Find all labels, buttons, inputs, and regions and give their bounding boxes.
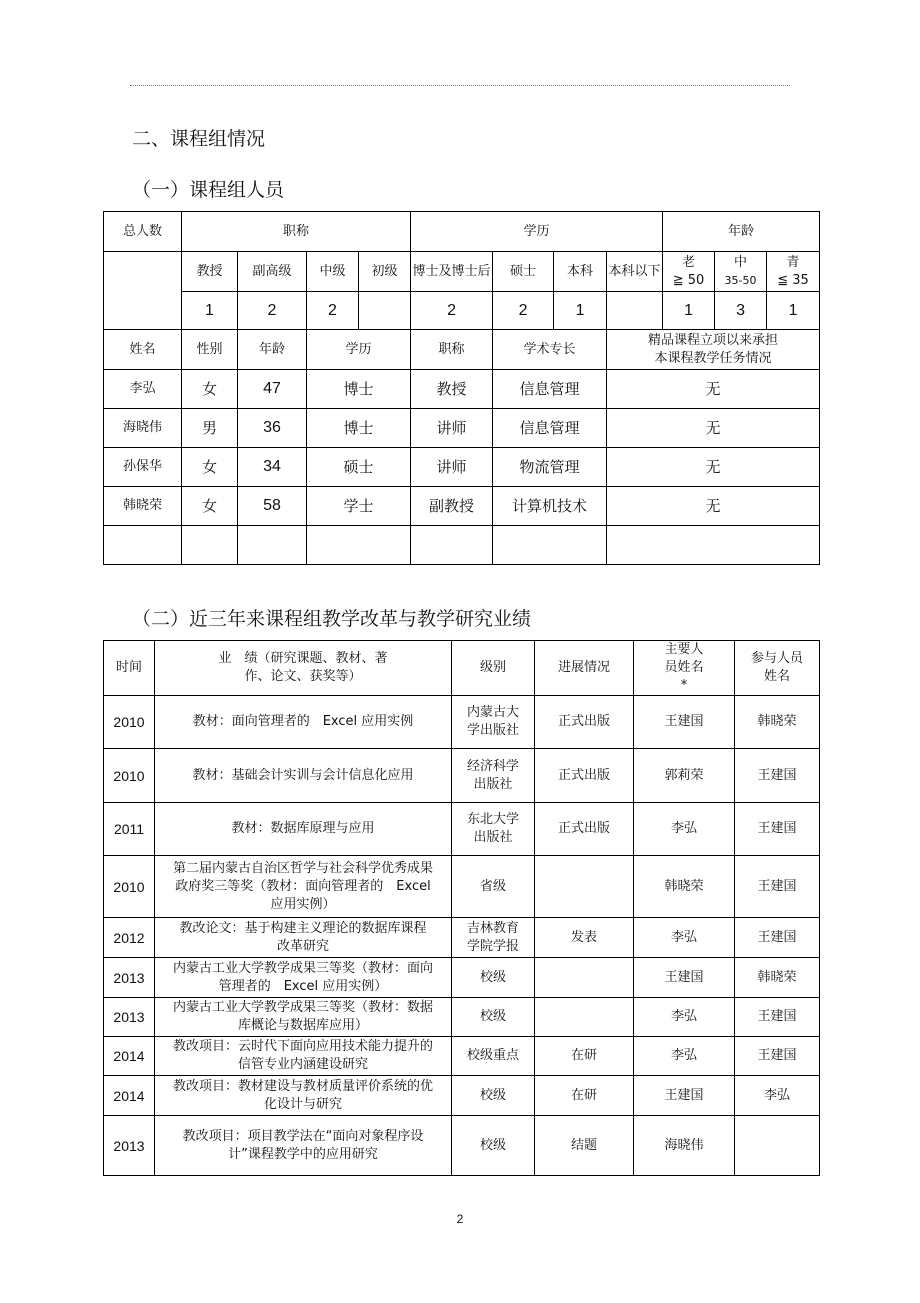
member-row-empty bbox=[104, 526, 820, 565]
achievement-row: 2012 教改论文：基于构建主义理论的数据库课程改革研究 吉林教育学院学报 发表 李弘 王建国 bbox=[104, 918, 820, 958]
col-below-bachelor: 本科以下 bbox=[607, 252, 663, 292]
achievements-header-row: 时间 业 绩（研究课题、教材、著作、论文、获奖等） 级别 进展情况 主要人员姓名 * 参与人员姓名 bbox=[104, 641, 820, 696]
section-title: 二、课程组情况 bbox=[132, 128, 266, 150]
achievement-row: 2011 教材：数据库原理与应用 东北大学出版社 正式出版 李弘 王建国 bbox=[104, 803, 820, 856]
member-row: 海晓伟 男 36 博士 讲师 信息管理 无 bbox=[104, 409, 820, 448]
staff-table bbox=[103, 211, 820, 565]
members-header-row: 姓名 性别 年龄 学历 职称 学术专长 精品课程立项以来承担本课程教学任务情况 bbox=[104, 330, 820, 370]
subsection-title-achievements: （二）近三年来课程组教学改革与教学研究业绩 bbox=[132, 608, 532, 630]
col-intermediate: 中级 bbox=[307, 252, 359, 292]
achievement-row: 2013 教改项目：项目教学法在“面向对象程序设计”课程教学中的应用研究 校级 结题 海晓伟 bbox=[104, 1116, 820, 1176]
achievement-row: 2013 内蒙古工业大学教学成果三等奖（教材：数据库概论与数据库应用） 校级 李弘 王建国 bbox=[104, 998, 820, 1037]
col-doctor: 博士及博士后 bbox=[411, 252, 493, 292]
col-junior: 初级 bbox=[359, 252, 411, 292]
achievement-row: 2010 第二届内蒙古自治区哲学与社会科学优秀成果政府奖三等奖（教材：面向管理者的 Excel 应用实例） 省级 韩晓荣 王建国 bbox=[104, 856, 820, 918]
col-bachelor: 本科 bbox=[554, 252, 607, 292]
header-edu-group: 学历 bbox=[411, 212, 663, 252]
summary-values-row: 1 2 2 2 2 1 1 3 1 bbox=[104, 292, 820, 330]
header-age-group: 年龄 bbox=[663, 212, 820, 252]
col-age-young: 青 ≦ 35 bbox=[767, 252, 820, 292]
member-row: 韩晓荣 女 58 学士 副教授 计算机技术 无 bbox=[104, 487, 820, 526]
achievement-row: 2014 教改项目：教材建设与教材质量评价系统的优化设计与研究 校级 在研 王建国 李弘 bbox=[104, 1076, 820, 1116]
page-number: 2 bbox=[456, 1212, 464, 1226]
col-age-old: 老 ≧ 50 bbox=[663, 252, 715, 292]
total-count-cell bbox=[104, 252, 182, 330]
col-age-middle: 中 35-50 bbox=[715, 252, 767, 292]
achievement-row: 2010 教材：面向管理者的 Excel 应用实例 内蒙古大学出版社 正式出版 王建国 韩晓荣 bbox=[104, 696, 820, 749]
header-title-group: 职称 bbox=[182, 212, 411, 252]
member-row: 李弘 女 47 博士 教授 信息管理 无 bbox=[104, 370, 820, 409]
header-total: 总人数 bbox=[104, 212, 182, 252]
col-master: 硕士 bbox=[493, 252, 554, 292]
col-professor: 教授 bbox=[182, 252, 238, 292]
achievement-row: 2014 教改项目：云时代下面向应用技术能力提升的信管专业内涵建设研究 校级重点 在研 李弘 王建国 bbox=[104, 1037, 820, 1076]
achievements-table bbox=[103, 640, 820, 1176]
achievement-row: 2013 内蒙古工业大学教学成果三等奖（教材：面向管理者的 Excel 应用实例） 校级 王建国 韩晓荣 bbox=[104, 958, 820, 998]
subsection-title-staff: （一）课程组人员 bbox=[132, 179, 285, 201]
achievement-row: 2010 教材：基础会计实训与会计信息化应用 经济科学出版社 正式出版 郭莉荣 王建国 bbox=[104, 749, 820, 803]
col-associate: 副高级 bbox=[238, 252, 307, 292]
header-rule bbox=[130, 85, 790, 86]
member-row: 孙保华 女 34 硕士 讲师 物流管理 无 bbox=[104, 448, 820, 487]
